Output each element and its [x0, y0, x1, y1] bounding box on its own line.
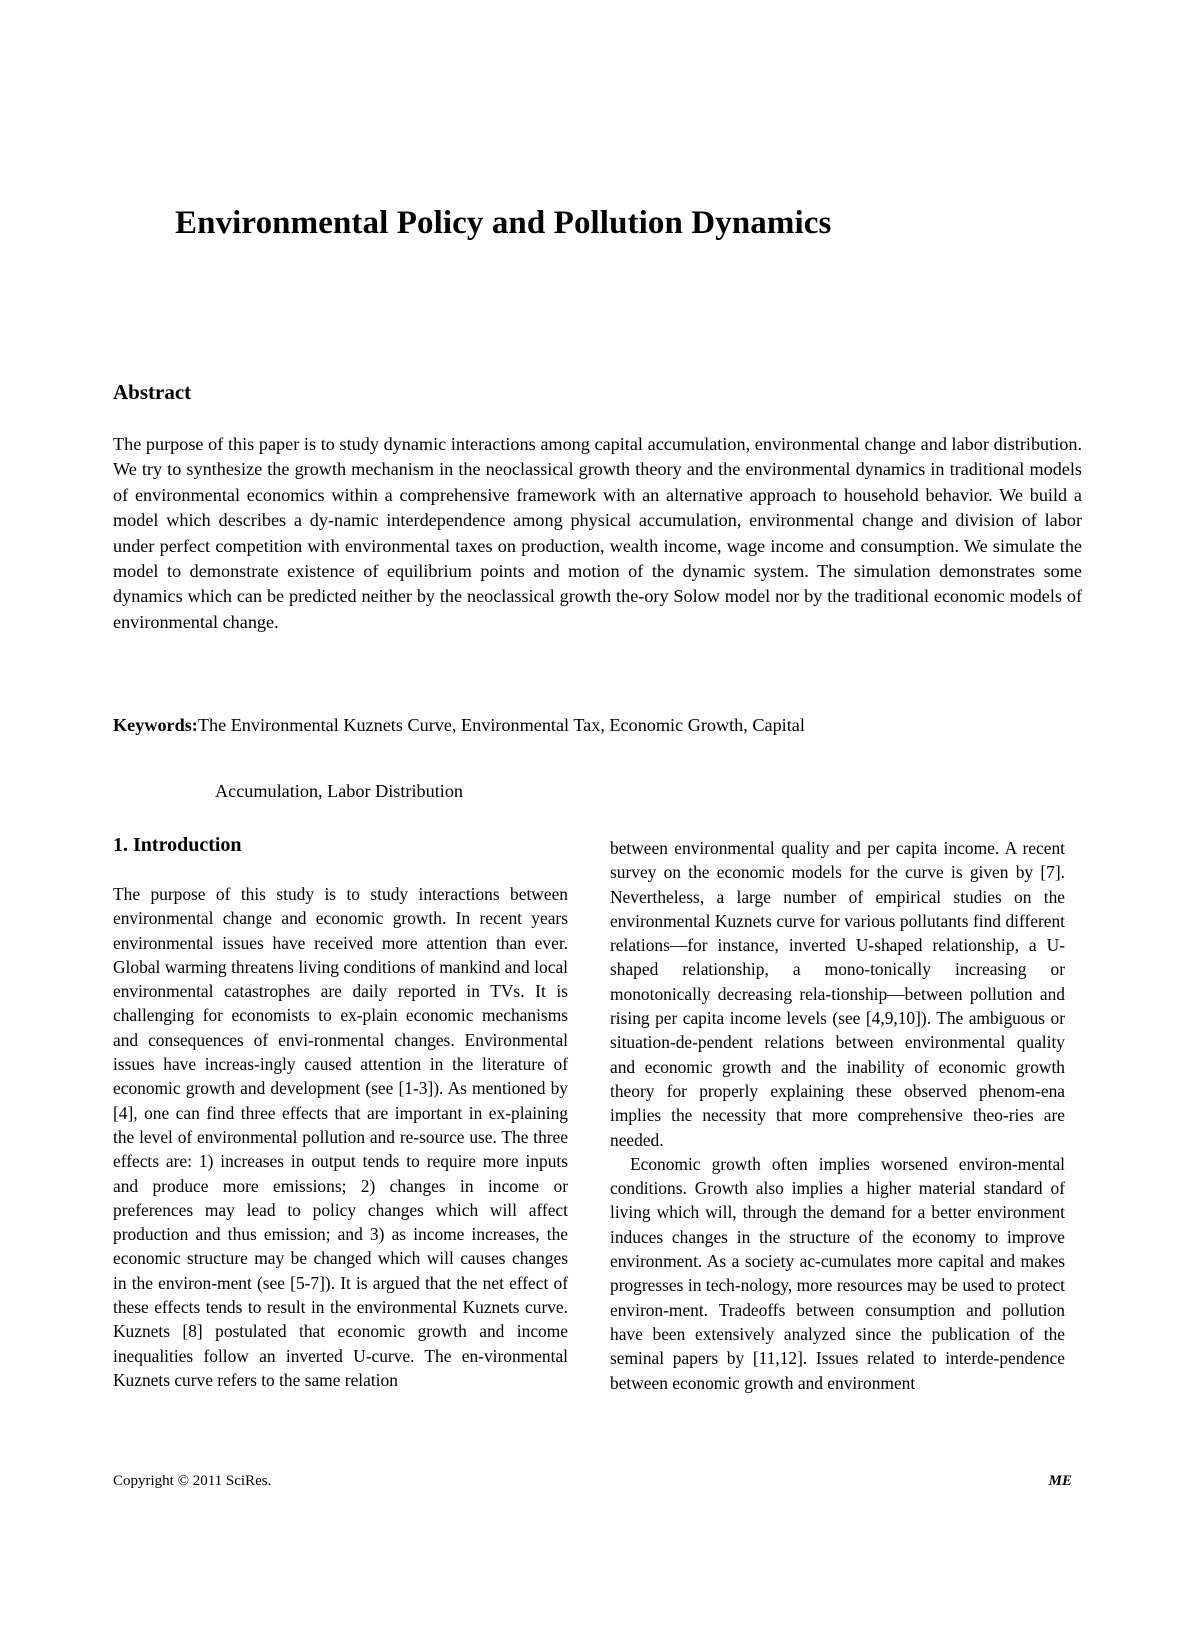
abstract-heading: Abstract: [113, 380, 192, 404]
left-column: [113, 832, 568, 1392]
journal-abbreviation: ME: [1048, 1473, 1072, 1489]
right-column: [610, 836, 1065, 1395]
intro-paragraph-2: Economic growth often implies worsened environ-mental conditions. Growth also implies a higher material standard of living which will, through the demand for a better environment induces changes in the structure of the economy to improve environment. As a society ac-cumulates more capital and makes progresses in tech-nology, more resources may be used to protect environ-ment. Tradeoffs between consumption and pollution have been extensively analyzed since the publication of the seminal papers by [11,12]. Issues related to interde-pendence between economic growth and environment: [610, 1153, 1065, 1393]
keywords-label: Keywords:: [113, 715, 198, 735]
paper-title: Environmental Policy and Pollution Dynamics: [175, 205, 832, 241]
copyright-notice: Copyright © 2011 SciRes.: [113, 1473, 272, 1489]
intro-paragraph-1: The purpose of this study is to study interactions between environmental change and economic growth. In recent years environmental issues have received more attention than ever. Global warming threatens living conditions of mankind and local environmental catastrophes are daily reported in TVs. It is challenging for economists to ex-plain economic mechanisms and consequences of envi-ronmental changes. Environmental issues have increas-ingly caused attention in the literature of economic growth and development (see [1-3]). As mentioned by [4], one can find three effects that are important in ex-plaining the level of environmental pollution and re-source use. The three effects are: 1) increases in output tends to require more inputs and produce more emissions; 2) changes in income or preferences may lead to policy changes which will affect production and thus emission; and 3) as income increases, the economic structure may be changed which will causes changes in the environ-ment (see [5-7]). It is argued that the net effect of these effects tends to result in the environmental Kuznets curve. Kuznets [8] postulated that economic growth and income inequalities follow an inverted U-curve. The en-vironmental Kuznets curve refers to the same relation: [113, 884, 568, 1390]
intro-paragraph-1-continued: between environmental quality and per capita income. A recent survey on the economic models for the curve is given by [7]. Nevertheless, a large number of empirical studies on the environmental Kuznets curve for various pollutants find different relations—for instance, inverted U-shaped relationship, a U-shaped relationship, a mono-tonically increasing or monotonically decreasing rela-tionship—between pollution and rising per capita income levels (see [4,9,10]). The ambiguous or situation-de-pendent relations between environmental quality and economic growth and the inability of economic growth theory for properly explaining these observed phenom-ena implies the necessity that more comprehensive theo-ries are needed.: [610, 838, 1065, 1150]
section-heading-introduction: 1. Introduction: [113, 834, 242, 856]
keywords-line-1: The Environmental Kuznets Curve, Environmental Tax, Economic Growth, Capital: [197, 715, 805, 735]
keywords: [113, 713, 1082, 738]
keywords-line-2: Accumulation, Labor Distribution: [215, 781, 464, 801]
abstract-body: The purpose of this paper is to study dynamic interactions among capital accumulation, environmental change and labor distribution. We try to synthesize the growth mechanism in the neoclassical growth theory and the environmental dynamics in traditional models of environmental economics within a comprehensive framework with an alternative approach to household behavior. We build a model which describes a dy-namic interdependence among physical accumulation, environmental change and division of labor under perfect competition with environmental taxes on production, wealth income, wage income and consumption. We simulate the model to demonstrate existence of equilibrium points and motion of the dynamic system. The simulation demonstrates some dynamics which can be predicted neither by the neoclassical growth the-ory Solow model nor by the traditional economic models of environmental change.: [113, 434, 1082, 632]
